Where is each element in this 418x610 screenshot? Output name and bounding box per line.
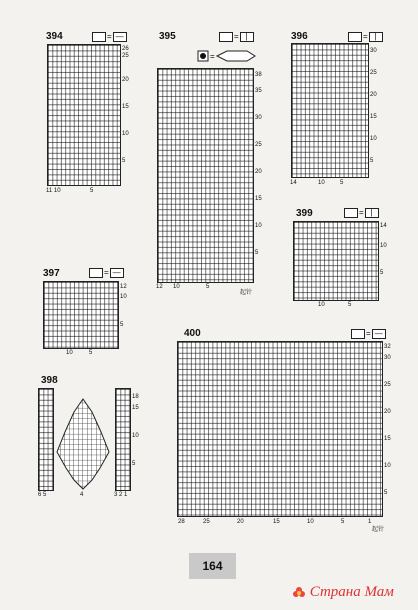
row-label: 20 [384, 409, 391, 415]
pattern-number-400: 400 [184, 328, 201, 339]
knitting-chart-394 [47, 44, 121, 186]
row-label: 20 [122, 77, 129, 83]
row-label: 5 [122, 158, 126, 164]
col-label: 28 [178, 519, 185, 525]
equals-icon: = [363, 32, 368, 41]
equals-icon: = [234, 32, 239, 41]
bobble-symbol-key-icon [197, 50, 257, 64]
col-label: 5 [341, 519, 345, 525]
equals-icon: = [107, 32, 112, 41]
symbol-key-400 [351, 329, 386, 339]
col-label: 4 [80, 492, 84, 498]
equals-icon: = [104, 268, 109, 277]
row-label: 20 [255, 169, 262, 175]
col-label: 6 5 [38, 492, 47, 498]
key-symbol: — [113, 32, 127, 42]
col-label: 5 [348, 302, 352, 308]
row-label: 10 [384, 463, 391, 469]
flower-icon [292, 586, 306, 600]
col-label: 3 2 1 [114, 492, 128, 498]
empty-cell-icon [92, 32, 106, 42]
symbol-key-399 [344, 208, 379, 218]
col-label: 11 10 [46, 188, 61, 194]
pattern-number-394: 394 [46, 31, 63, 42]
row-label: 25 [122, 53, 129, 59]
row-label: 30 [384, 355, 391, 361]
row-label: 15 [132, 405, 139, 411]
col-label: 5 [206, 284, 210, 290]
watermark [292, 584, 394, 601]
page-number: 164 [202, 559, 223, 573]
key-symbol: — [372, 329, 386, 339]
page-number-box [189, 553, 236, 579]
row-label: 5 [384, 490, 388, 496]
row-label: 30 [255, 115, 262, 121]
col-label: 5 [90, 188, 94, 194]
knitting-chart-398-left-strip [38, 388, 54, 491]
row-label: 12 [120, 284, 127, 290]
row-label: 5 [380, 270, 384, 276]
row-label: 10 [120, 294, 127, 300]
symbol-key-397 [89, 268, 124, 278]
col-label: 10 [318, 180, 325, 186]
row-label: 10 [370, 136, 377, 142]
key-symbol: | [240, 32, 254, 42]
symbol-key-396 [348, 32, 383, 42]
pattern-number-399: 399 [296, 208, 313, 219]
empty-cell-icon [219, 32, 233, 42]
row-label: 5 [370, 158, 374, 164]
col-label: 5 [89, 350, 93, 356]
knitting-chart-398-right-strip [115, 388, 131, 491]
empty-cell-icon [89, 268, 103, 278]
col-label: 10 [66, 350, 73, 356]
empty-cell-icon [344, 208, 358, 218]
empty-cell-icon [351, 329, 365, 339]
equals-icon: = [366, 329, 371, 338]
cast-on-label: 起针 [372, 527, 385, 533]
equals-icon: = [359, 208, 364, 217]
row-label: 5 [132, 461, 136, 467]
row-label: 15 [384, 436, 391, 442]
row-label: 25 [255, 142, 262, 148]
row-label: 35 [255, 88, 262, 94]
symbol-key-395 [219, 32, 254, 42]
col-label: 5 [340, 180, 344, 186]
row-label: 18 [132, 394, 139, 400]
col-label: 10 [173, 284, 180, 290]
svg-text:=: = [210, 52, 215, 61]
col-label: 25 [203, 519, 210, 525]
row-label: 5 [120, 322, 124, 328]
knitting-chart-398-diamond [56, 398, 110, 490]
knitting-chart-400 [177, 341, 383, 517]
row-label: 15 [255, 196, 262, 202]
knitting-chart-399 [293, 221, 379, 301]
watermark-text: Страна Мам [309, 584, 394, 600]
pattern-number-397: 397 [43, 268, 60, 279]
col-label: 20 [237, 519, 244, 525]
knitting-chart-396 [291, 43, 369, 178]
row-label: 10 [132, 433, 139, 439]
key-symbol: | [365, 208, 379, 218]
knitting-chart-397 [43, 281, 119, 349]
pattern-number-398: 398 [41, 375, 58, 386]
row-label: 10 [255, 223, 262, 229]
col-label: 12 [156, 284, 163, 290]
key-symbol: — [110, 268, 124, 278]
col-label: 15 [273, 519, 280, 525]
col-label: 14 [290, 180, 297, 186]
row-label: 25 [384, 382, 391, 388]
cast-on-label: 起针 [240, 290, 253, 296]
row-label: 10 [380, 243, 387, 249]
row-label: 5 [255, 250, 259, 256]
row-label: 25 [370, 70, 377, 76]
empty-cell-icon [348, 32, 362, 42]
row-label: 14 [380, 223, 387, 229]
col-label: 10 [307, 519, 314, 525]
key-symbol: | [369, 32, 383, 42]
row-label: 32 [384, 344, 391, 350]
row-label: 15 [370, 114, 377, 120]
row-label: 30 [370, 48, 377, 54]
row-label: 10 [122, 131, 129, 137]
row-label: 15 [122, 104, 129, 110]
pattern-number-395: 395 [159, 31, 176, 42]
pattern-number-396: 396 [291, 31, 308, 42]
col-label: 1 [368, 519, 372, 525]
row-label: 20 [370, 92, 377, 98]
row-label: 26 [122, 46, 129, 52]
col-label: 10 [318, 302, 325, 308]
knitting-chart-395 [157, 68, 254, 283]
symbol-key-394 [92, 32, 127, 42]
row-label: 38 [255, 72, 262, 78]
